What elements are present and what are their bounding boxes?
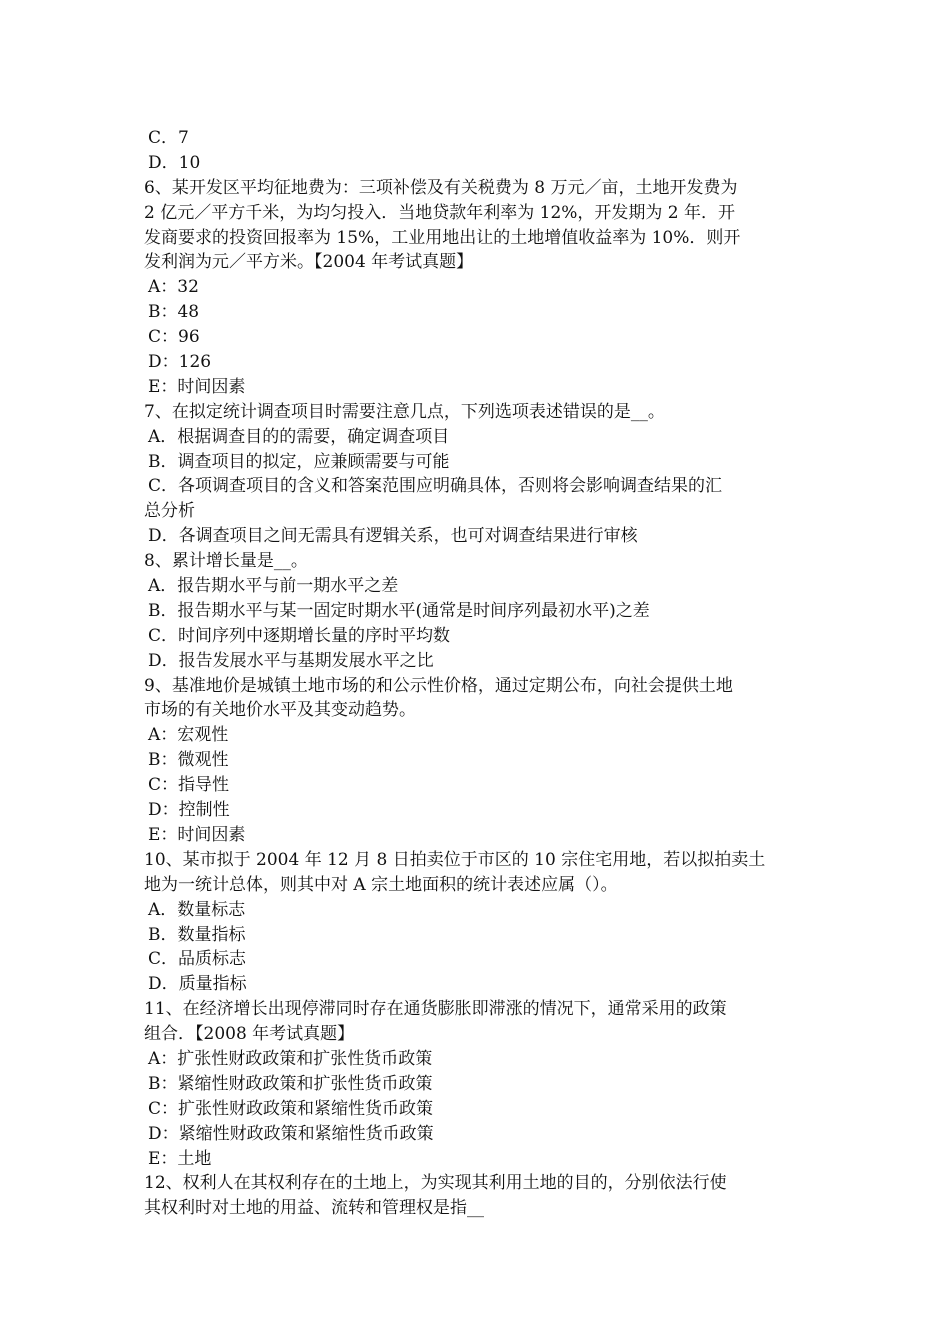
option-line: A：扩张性财政政策和扩张性货币政策 — [148, 1048, 433, 1069]
option-line: B：48 — [148, 302, 200, 323]
option-line: E：时间因素 — [148, 824, 246, 845]
question-6-line: 发商要求的投资回报率为 15%，工业用地出让的土地增值收益率为 10%．则开 — [144, 227, 741, 248]
question-6-line: 2 亿元／平方千米，为均匀投入．当地贷款年利率为 12%，开发期为 2 年．开 — [144, 202, 736, 223]
option-line: A：32 — [148, 277, 199, 298]
question-10-line: 10、某市拟于 2004 年 12 月 8 日拍卖位于市区的 10 宗住宅用地，若以拟拍卖土 — [144, 849, 766, 870]
option-line: A：宏观性 — [148, 725, 229, 746]
question-9-line: 9、基准地价是城镇土地市场的和公示性价格，通过定期公布，向社会提供土地 — [144, 675, 733, 696]
question-12-line: 12、权利人在其权利存在的土地上，为实现其利用土地的目的，分别依法行使 — [144, 1173, 727, 1194]
question-9-line: 市场的有关地价水平及其变动趋势。 — [144, 700, 416, 721]
question-6-line: 6、某开发区平均征地费为：三项补偿及有关税费为 8 万元／亩，土地开发费为 — [144, 177, 738, 198]
option-line: C：指导性 — [148, 775, 230, 796]
option-line: D．10 — [148, 152, 201, 173]
option-line: E：时间因素 — [148, 376, 246, 397]
option-line: C．品质标志 — [148, 949, 247, 970]
option-line: C：96 — [148, 327, 200, 348]
option-line: D．各调查项目之间无需具有逻辑关系，也可对调查结果进行审核 — [148, 526, 638, 547]
option-line: D．报告发展水平与基期发展水平之比 — [148, 650, 434, 671]
option-line: D．质量指标 — [148, 974, 247, 995]
option-line: C．7 — [148, 128, 189, 148]
document-body — [144, 126, 808, 1221]
option-line: D：紧缩性财政政策和紧缩性货币政策 — [148, 1123, 434, 1144]
question-8-line: 8、累计增长量是__。 — [144, 551, 308, 572]
option-line: A．报告期水平与前一期水平之差 — [148, 576, 399, 597]
option-line: B．报告期水平与某一固定时期水平(通常是时间序列最初水平)之差 — [148, 600, 650, 621]
option-line: B．调查项目的拟定，应兼顾需要与可能 — [148, 451, 450, 472]
option-line: C：扩张性财政政策和紧缩性货币政策 — [148, 1098, 434, 1119]
option-line: A．根据调查目的的需要，确定调查项目 — [148, 426, 450, 447]
option-line: C．时间序列中逐期增长量的序时平均数 — [148, 625, 451, 646]
question-11-line: 组合．【2008 年考试真题】 — [144, 1024, 355, 1045]
option-line: E：土地 — [148, 1148, 212, 1169]
option-line: D：控制性 — [148, 800, 230, 821]
option-continuation-line: 总分析 — [144, 501, 195, 522]
option-line: D：126 — [148, 352, 212, 373]
question-12-line: 其权利时对土地的用益、流转和管理权是指__ — [144, 1198, 484, 1219]
option-line: A．数量标志 — [148, 899, 246, 920]
question-10-line: 地为一统计总体，则其中对 A 宗土地面积的统计表述应属（）。 — [144, 874, 618, 895]
option-line: C．各项调查项目的含义和答案范围应明确具体，否则将会影响调查结果的汇 — [148, 476, 723, 497]
option-line: B．数量指标 — [148, 924, 246, 945]
option-line: B：紧缩性财政政策和扩张性货币政策 — [148, 1073, 433, 1094]
option-line: B：微观性 — [148, 750, 229, 771]
question-7-line: 7、在拟定统计调查项目时需要注意几点，下列选项表述错误的是__。 — [144, 401, 665, 422]
question-11-line: 11、在经济增长出现停滞同时存在通货膨胀即滞涨的情况下，通常采用的政策 — [144, 999, 727, 1020]
question-6-line: 发利润为元／平方米。【2004 年考试真题】 — [144, 252, 474, 273]
